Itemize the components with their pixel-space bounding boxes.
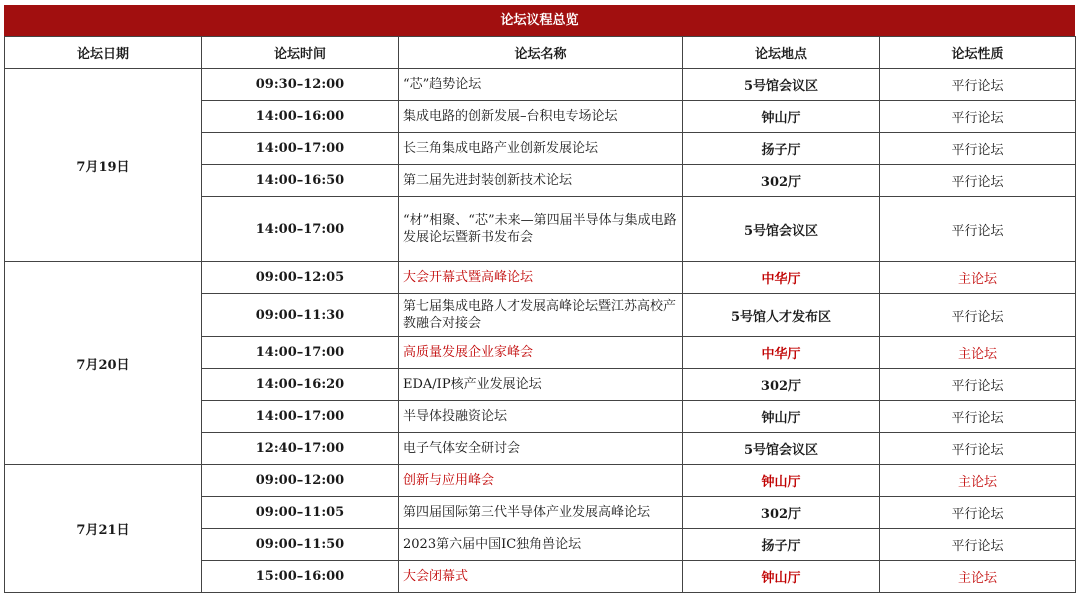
table-title: 论坛议程总览 bbox=[4, 5, 1075, 36]
time-cell: 14:00–16:50 bbox=[202, 165, 399, 197]
header-type: 论坛性质 bbox=[880, 37, 1076, 69]
time-cell: 09:00–11:50 bbox=[202, 529, 399, 561]
date-cell: 7月21日 bbox=[5, 465, 202, 593]
forum-name-cell: 集成电路的创新发展–台积电专场论坛 bbox=[399, 101, 683, 133]
location-cell: 扬子厅 bbox=[683, 529, 880, 561]
time-cell: 12:40–17:00 bbox=[202, 433, 399, 465]
forum-name-cell: 大会开幕式暨高峰论坛 bbox=[399, 262, 683, 294]
type-cell: 主论坛 bbox=[880, 337, 1076, 369]
forum-name-cell: 半导体投融资论坛 bbox=[399, 401, 683, 433]
location-cell: 5号馆人才发布区 bbox=[683, 294, 880, 337]
forum-name-cell: “芯”趋势论坛 bbox=[399, 69, 683, 101]
time-cell: 14:00–17:00 bbox=[202, 401, 399, 433]
forum-name-cell: 第四届国际第三代半导体产业发展高峰论坛 bbox=[399, 497, 683, 529]
header-name: 论坛名称 bbox=[399, 37, 683, 69]
type-cell: 平行论坛 bbox=[880, 165, 1076, 197]
forum-name-cell: “材”相聚、“芯”未来—第四届半导体与集成电路发展论坛暨新书发布会 bbox=[399, 197, 683, 262]
type-cell: 平行论坛 bbox=[880, 133, 1076, 165]
date-cell: 7月20日 bbox=[5, 262, 202, 465]
forum-name-cell: 高质量发展企业家峰会 bbox=[399, 337, 683, 369]
time-cell: 14:00–16:00 bbox=[202, 101, 399, 133]
time-cell: 09:00–12:00 bbox=[202, 465, 399, 497]
agenda-table bbox=[4, 36, 1076, 593]
forum-name-cell: 2023第六届中国IC独角兽论坛 bbox=[399, 529, 683, 561]
header-date: 论坛日期 bbox=[5, 37, 202, 69]
time-cell: 14:00–17:00 bbox=[202, 197, 399, 262]
type-cell: 平行论坛 bbox=[880, 294, 1076, 337]
time-cell: 09:00–11:30 bbox=[202, 294, 399, 337]
location-cell: 扬子厅 bbox=[683, 133, 880, 165]
location-cell: 5号馆会议区 bbox=[683, 433, 880, 465]
location-cell: 中华厅 bbox=[683, 337, 880, 369]
location-cell: 302厅 bbox=[683, 369, 880, 401]
forum-name-cell: 大会闭幕式 bbox=[399, 561, 683, 593]
location-cell: 钟山厅 bbox=[683, 561, 880, 593]
type-cell: 平行论坛 bbox=[880, 197, 1076, 262]
location-cell: 钟山厅 bbox=[683, 401, 880, 433]
type-cell: 主论坛 bbox=[880, 561, 1076, 593]
table-row bbox=[5, 465, 1076, 497]
header-row bbox=[5, 37, 1076, 69]
location-cell: 302厅 bbox=[683, 497, 880, 529]
time-cell: 09:00–11:05 bbox=[202, 497, 399, 529]
table-row bbox=[5, 262, 1076, 294]
agenda-sheet bbox=[4, 5, 1075, 593]
location-cell: 5号馆会议区 bbox=[683, 69, 880, 101]
header-location: 论坛地点 bbox=[683, 37, 880, 69]
forum-name-cell: 第七届集成电路人才发展高峰论坛暨江苏高校产教融合对接会 bbox=[399, 294, 683, 337]
time-cell: 15:00–16:00 bbox=[202, 561, 399, 593]
forum-name-cell: 第二届先进封装创新技术论坛 bbox=[399, 165, 683, 197]
type-cell: 平行论坛 bbox=[880, 433, 1076, 465]
type-cell: 平行论坛 bbox=[880, 69, 1076, 101]
date-cell: 7月19日 bbox=[5, 69, 202, 262]
header-time: 论坛时间 bbox=[202, 37, 399, 69]
location-cell: 5号馆会议区 bbox=[683, 197, 880, 262]
time-cell: 14:00–17:00 bbox=[202, 133, 399, 165]
forum-name-cell: 电子气体安全研讨会 bbox=[399, 433, 683, 465]
table-row bbox=[5, 69, 1076, 101]
forum-name-cell: 创新与应用峰会 bbox=[399, 465, 683, 497]
type-cell: 平行论坛 bbox=[880, 497, 1076, 529]
location-cell: 中华厅 bbox=[683, 262, 880, 294]
type-cell: 主论坛 bbox=[880, 262, 1076, 294]
location-cell: 钟山厅 bbox=[683, 465, 880, 497]
time-cell: 09:00–12:05 bbox=[202, 262, 399, 294]
type-cell: 平行论坛 bbox=[880, 529, 1076, 561]
time-cell: 14:00–16:20 bbox=[202, 369, 399, 401]
type-cell: 主论坛 bbox=[880, 465, 1076, 497]
time-cell: 09:30–12:00 bbox=[202, 69, 399, 101]
location-cell: 302厅 bbox=[683, 165, 880, 197]
type-cell: 平行论坛 bbox=[880, 369, 1076, 401]
type-cell: 平行论坛 bbox=[880, 401, 1076, 433]
forum-name-cell: EDA/IP核产业发展论坛 bbox=[399, 369, 683, 401]
time-cell: 14:00–17:00 bbox=[202, 337, 399, 369]
forum-name-cell: 长三角集成电路产业创新发展论坛 bbox=[399, 133, 683, 165]
location-cell: 钟山厅 bbox=[683, 101, 880, 133]
type-cell: 平行论坛 bbox=[880, 101, 1076, 133]
